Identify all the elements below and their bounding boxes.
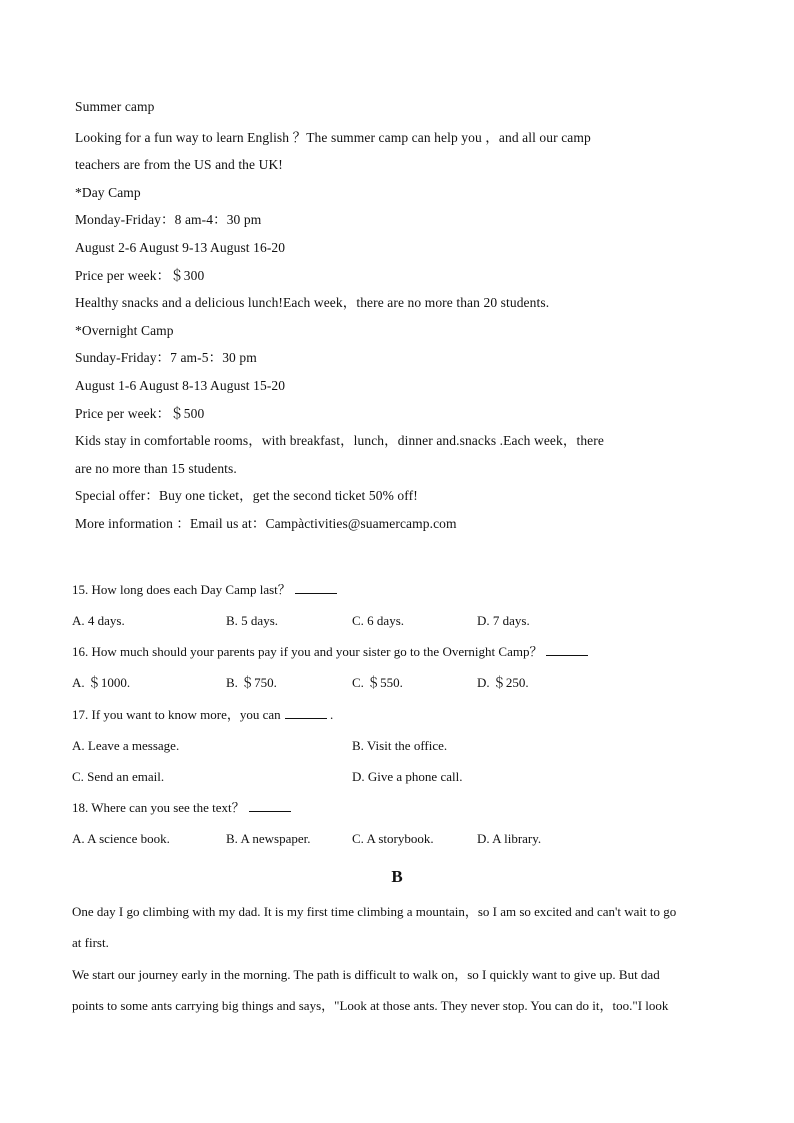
question-stem: 16. How much should your parents pay if you and your sister go to the Overnight Camp？ bbox=[72, 644, 543, 659]
ad-line: Sunday-Friday：7 am-5：30 pm bbox=[75, 350, 257, 365]
option-d[interactable]: D. 7 days. bbox=[477, 613, 530, 628]
ad-line: Kids stay in comfortable rooms，with breakfast，lunch，dinner and.snacks .Each week，there bbox=[75, 433, 604, 448]
answer-blank[interactable] bbox=[285, 706, 327, 719]
option-a[interactable]: A. 4 days. bbox=[72, 613, 125, 628]
ad-line: August 2-6 August 9-13 August 16-20 bbox=[75, 240, 286, 255]
question-16 bbox=[72, 643, 588, 661]
option-b[interactable]: B. ＄750. bbox=[226, 675, 277, 690]
option-c[interactable]: C. ＄550. bbox=[352, 675, 403, 690]
ad-line: August 1-6 August 8-13 August 15-20 bbox=[75, 378, 286, 393]
ad-line: *Day Camp bbox=[75, 185, 141, 200]
option-c[interactable]: C. 6 days. bbox=[352, 613, 404, 628]
ad-title: Summer camp bbox=[75, 99, 155, 114]
question-stem-end: . bbox=[329, 707, 334, 722]
option-a[interactable]: A. ＄1000. bbox=[72, 675, 131, 690]
ad-line: are no more than 15 students. bbox=[75, 461, 237, 476]
passage-line: points to some ants carrying big things and says，"Look at those ants. They never stop. You can do it，too."I look bbox=[72, 998, 669, 1013]
option-b[interactable]: B. Visit the office. bbox=[352, 738, 448, 753]
ad-line: Healthy snacks and a delicious lunch!Each week，there are no more than 20 students. bbox=[75, 295, 550, 310]
option-c[interactable]: C. Send an email. bbox=[72, 769, 165, 784]
answer-blank[interactable] bbox=[295, 581, 337, 594]
passage-line: We start our journey early in the morning. The path is difficult to walk on，so I quickly want to give up. But dad bbox=[72, 967, 660, 982]
option-c[interactable]: C. A storybook. bbox=[352, 831, 434, 846]
question-15 bbox=[72, 581, 337, 599]
answer-blank[interactable] bbox=[249, 799, 291, 812]
option-d[interactable]: D. A library. bbox=[477, 831, 542, 846]
ad-line: *Overnight Camp bbox=[75, 323, 174, 338]
question-18 bbox=[72, 799, 291, 817]
passage-line: at first. bbox=[72, 935, 109, 950]
passage-line: One day I go climbing with my dad. It is my first time climbing a mountain，so I am so excited and can't wait to go bbox=[72, 904, 677, 919]
option-b[interactable]: B. 5 days. bbox=[226, 613, 278, 628]
option-a[interactable]: A. Leave a message. bbox=[72, 738, 180, 753]
section-heading: B bbox=[391, 867, 403, 886]
ad-line: teachers are from the US and the UK! bbox=[75, 157, 283, 172]
question-stem: 15. How long does each Day Camp last？ bbox=[72, 582, 291, 597]
question-stem: 17. If you want to know more，you can bbox=[72, 707, 281, 722]
ad-line: Special offer：Buy one ticket，get the second ticket 50% off! bbox=[75, 488, 418, 503]
option-a[interactable]: A. A science book. bbox=[72, 831, 170, 846]
ad-line: Monday-Friday：8 am-4：30 pm bbox=[75, 212, 262, 227]
ad-line: Looking for a fun way to learn English ？The summer camp can help you ，and all our camp bbox=[75, 130, 591, 145]
ad-line: Price per week：＄500 bbox=[75, 406, 205, 421]
ad-line: More information ：Email us at：Campàctivities@suamercamp.com bbox=[75, 516, 457, 531]
answer-blank[interactable] bbox=[546, 643, 588, 656]
option-b[interactable]: B. A newspaper. bbox=[226, 831, 311, 846]
ad-line: Price per week：＄300 bbox=[75, 268, 205, 283]
option-d[interactable]: D. ＄250. bbox=[477, 675, 529, 690]
question-stem: 18. Where can you see the text？ bbox=[72, 800, 245, 815]
option-d[interactable]: D. Give a phone call. bbox=[352, 769, 463, 784]
question-17 bbox=[72, 706, 333, 724]
